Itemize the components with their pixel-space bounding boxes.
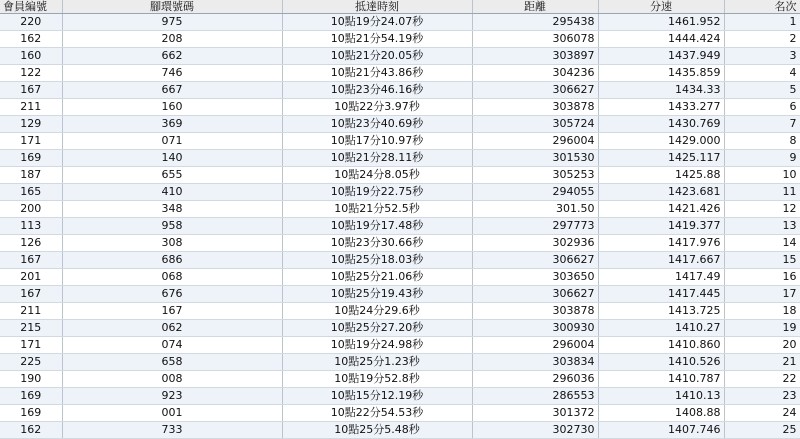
table-row[interactable] <box>0 133 800 150</box>
cell-arrival-time[interactable]: 10點19分52.8秒 <box>282 371 472 388</box>
cell-speed[interactable]: 1413.725 <box>598 303 724 320</box>
cell-member[interactable]: 126 <box>0 235 62 252</box>
cell-distance[interactable]: 303897 <box>472 48 598 65</box>
cell-speed[interactable]: 1417.667 <box>598 252 724 269</box>
cell-distance[interactable]: 302936 <box>472 235 598 252</box>
cell-member[interactable]: 211 <box>0 99 62 116</box>
cell-rank[interactable]: 1 <box>724 14 800 31</box>
cell-arrival-time[interactable]: 10點25分27.20秒 <box>282 320 472 337</box>
cell-distance[interactable]: 303834 <box>472 354 598 371</box>
cell-member[interactable]: 187 <box>0 167 62 184</box>
table-row[interactable] <box>0 320 800 337</box>
cell-member[interactable]: 190 <box>0 371 62 388</box>
cell-speed[interactable]: 1425.117 <box>598 150 724 167</box>
cell-distance[interactable]: 294055 <box>472 184 598 201</box>
cell-ring[interactable]: 160 <box>62 99 282 116</box>
cell-arrival-time[interactable]: 10點17分10.97秒 <box>282 133 472 150</box>
cell-distance[interactable]: 301.50 <box>472 201 598 218</box>
cell-member[interactable]: 220 <box>0 14 62 31</box>
cell-arrival-time[interactable]: 10點23分46.16秒 <box>282 82 472 99</box>
cell-distance[interactable]: 306627 <box>472 82 598 99</box>
cell-member[interactable]: 225 <box>0 354 62 371</box>
cell-rank[interactable]: 17 <box>724 286 800 303</box>
cell-ring[interactable]: 923 <box>62 388 282 405</box>
cell-ring[interactable]: 348 <box>62 201 282 218</box>
cell-rank[interactable]: 8 <box>724 133 800 150</box>
cell-rank[interactable]: 15 <box>724 252 800 269</box>
cell-rank[interactable]: 23 <box>724 388 800 405</box>
cell-ring[interactable]: 975 <box>62 14 282 31</box>
cell-member[interactable]: 122 <box>0 65 62 82</box>
column-header-member[interactable]: 會員編號 <box>0 0 62 14</box>
cell-member[interactable]: 215 <box>0 320 62 337</box>
cell-speed[interactable]: 1435.859 <box>598 65 724 82</box>
cell-arrival-time[interactable]: 10點23分30.66秒 <box>282 235 472 252</box>
cell-arrival-time[interactable]: 10點24分29.6秒 <box>282 303 472 320</box>
cell-ring[interactable]: 658 <box>62 354 282 371</box>
cell-ring[interactable]: 410 <box>62 184 282 201</box>
cell-ring[interactable]: 140 <box>62 150 282 167</box>
table-row[interactable] <box>0 252 800 269</box>
cell-arrival-time[interactable]: 10點19分17.48秒 <box>282 218 472 235</box>
table-row[interactable] <box>0 184 800 201</box>
cell-distance[interactable]: 295438 <box>472 14 598 31</box>
cell-distance[interactable]: 301530 <box>472 150 598 167</box>
table-row[interactable] <box>0 303 800 320</box>
cell-speed[interactable]: 1437.949 <box>598 48 724 65</box>
cell-speed[interactable]: 1410.27 <box>598 320 724 337</box>
cell-member[interactable]: 211 <box>0 303 62 320</box>
cell-arrival-time[interactable]: 10點22分54.53秒 <box>282 405 472 422</box>
cell-arrival-time[interactable]: 10點25分1.23秒 <box>282 354 472 371</box>
table-row[interactable] <box>0 269 800 286</box>
cell-rank[interactable]: 2 <box>724 31 800 48</box>
cell-rank[interactable]: 25 <box>724 422 800 439</box>
table-row[interactable] <box>0 354 800 371</box>
cell-distance[interactable]: 305724 <box>472 116 598 133</box>
table-row[interactable] <box>0 14 800 31</box>
cell-distance[interactable]: 297773 <box>472 218 598 235</box>
cell-distance[interactable]: 306627 <box>472 286 598 303</box>
cell-arrival-time[interactable]: 10點21分20.05秒 <box>282 48 472 65</box>
table-row[interactable] <box>0 337 800 354</box>
cell-ring[interactable]: 001 <box>62 405 282 422</box>
cell-member[interactable]: 167 <box>0 82 62 99</box>
cell-speed[interactable]: 1434.33 <box>598 82 724 99</box>
cell-distance[interactable]: 306627 <box>472 252 598 269</box>
cell-speed[interactable]: 1430.769 <box>598 116 724 133</box>
cell-arrival-time[interactable]: 10點19分24.98秒 <box>282 337 472 354</box>
cell-speed[interactable]: 1444.424 <box>598 31 724 48</box>
column-header-ring[interactable]: 腳環號碼 <box>62 0 282 14</box>
cell-ring[interactable]: 369 <box>62 116 282 133</box>
table-row[interactable] <box>0 167 800 184</box>
cell-member[interactable]: 167 <box>0 286 62 303</box>
cell-arrival-time[interactable]: 10點19分22.75秒 <box>282 184 472 201</box>
cell-ring[interactable]: 733 <box>62 422 282 439</box>
cell-rank[interactable]: 16 <box>724 269 800 286</box>
cell-arrival-time[interactable]: 10點15分12.19秒 <box>282 388 472 405</box>
column-header-speed[interactable]: 分速 <box>598 0 724 14</box>
cell-rank[interactable]: 10 <box>724 167 800 184</box>
cell-speed[interactable]: 1419.377 <box>598 218 724 235</box>
cell-arrival-time[interactable]: 10點25分19.43秒 <box>282 286 472 303</box>
cell-speed[interactable]: 1407.746 <box>598 422 724 439</box>
cell-ring[interactable]: 167 <box>62 303 282 320</box>
table-row[interactable] <box>0 235 800 252</box>
cell-ring[interactable]: 662 <box>62 48 282 65</box>
cell-arrival-time[interactable]: 10點25分5.48秒 <box>282 422 472 439</box>
cell-speed[interactable]: 1417.49 <box>598 269 724 286</box>
column-header-arrival[interactable]: 抵達時刻 <box>282 0 472 14</box>
cell-speed[interactable]: 1429.000 <box>598 133 724 150</box>
cell-member[interactable]: 167 <box>0 252 62 269</box>
cell-distance[interactable]: 296004 <box>472 337 598 354</box>
column-header-rank[interactable]: 名次 <box>724 0 800 14</box>
cell-speed[interactable]: 1423.681 <box>598 184 724 201</box>
cell-rank[interactable]: 24 <box>724 405 800 422</box>
column-header-distance[interactable]: 距離 <box>472 0 598 14</box>
cell-member[interactable]: 113 <box>0 218 62 235</box>
cell-rank[interactable]: 20 <box>724 337 800 354</box>
cell-ring[interactable]: 068 <box>62 269 282 286</box>
cell-rank[interactable]: 11 <box>724 184 800 201</box>
cell-ring[interactable]: 308 <box>62 235 282 252</box>
cell-member[interactable]: 129 <box>0 116 62 133</box>
cell-member[interactable]: 165 <box>0 184 62 201</box>
cell-arrival-time[interactable]: 10點21分52.5秒 <box>282 201 472 218</box>
cell-arrival-time[interactable]: 10點23分40.69秒 <box>282 116 472 133</box>
cell-rank[interactable]: 21 <box>724 354 800 371</box>
cell-speed[interactable]: 1433.277 <box>598 99 724 116</box>
cell-arrival-time[interactable]: 10點24分8.05秒 <box>282 167 472 184</box>
cell-distance[interactable]: 302730 <box>472 422 598 439</box>
cell-rank[interactable]: 12 <box>724 201 800 218</box>
cell-distance[interactable]: 303878 <box>472 303 598 320</box>
cell-member[interactable]: 201 <box>0 269 62 286</box>
table-row[interactable] <box>0 405 800 422</box>
cell-member[interactable]: 200 <box>0 201 62 218</box>
table-row[interactable] <box>0 388 800 405</box>
table-row[interactable] <box>0 31 800 48</box>
cell-arrival-time[interactable]: 10點25分21.06秒 <box>282 269 472 286</box>
table-row[interactable] <box>0 286 800 303</box>
table-row[interactable] <box>0 150 800 167</box>
cell-rank[interactable]: 6 <box>724 99 800 116</box>
cell-ring[interactable]: 958 <box>62 218 282 235</box>
cell-distance[interactable]: 296036 <box>472 371 598 388</box>
cell-member[interactable]: 169 <box>0 150 62 167</box>
cell-rank[interactable]: 13 <box>724 218 800 235</box>
cell-distance[interactable]: 286553 <box>472 388 598 405</box>
cell-rank[interactable]: 5 <box>724 82 800 99</box>
cell-distance[interactable]: 306078 <box>472 31 598 48</box>
cell-speed[interactable]: 1410.860 <box>598 337 724 354</box>
table-row[interactable] <box>0 371 800 388</box>
cell-ring[interactable]: 686 <box>62 252 282 269</box>
cell-distance[interactable]: 303650 <box>472 269 598 286</box>
cell-speed[interactable]: 1410.526 <box>598 354 724 371</box>
cell-arrival-time[interactable]: 10點21分28.11秒 <box>282 150 472 167</box>
cell-rank[interactable]: 22 <box>724 371 800 388</box>
cell-member[interactable]: 162 <box>0 31 62 48</box>
cell-ring[interactable]: 746 <box>62 65 282 82</box>
cell-rank[interactable]: 7 <box>724 116 800 133</box>
cell-member[interactable]: 160 <box>0 48 62 65</box>
cell-ring[interactable]: 062 <box>62 320 282 337</box>
cell-distance[interactable]: 304236 <box>472 65 598 82</box>
cell-rank[interactable]: 4 <box>724 65 800 82</box>
cell-speed[interactable]: 1425.88 <box>598 167 724 184</box>
cell-ring[interactable]: 667 <box>62 82 282 99</box>
cell-rank[interactable]: 9 <box>724 150 800 167</box>
cell-distance[interactable]: 300930 <box>472 320 598 337</box>
cell-speed[interactable]: 1408.88 <box>598 405 724 422</box>
cell-member[interactable]: 169 <box>0 388 62 405</box>
cell-ring[interactable]: 071 <box>62 133 282 150</box>
cell-rank[interactable]: 3 <box>724 48 800 65</box>
cell-ring[interactable]: 676 <box>62 286 282 303</box>
cell-rank[interactable]: 18 <box>724 303 800 320</box>
header-row <box>0 0 800 14</box>
cell-member[interactable]: 162 <box>0 422 62 439</box>
table-row[interactable] <box>0 422 800 439</box>
table-row[interactable] <box>0 116 800 133</box>
table-row[interactable] <box>0 201 800 218</box>
cell-speed[interactable]: 1461.952 <box>598 14 724 31</box>
cell-speed[interactable]: 1421.426 <box>598 201 724 218</box>
cell-member[interactable]: 171 <box>0 133 62 150</box>
cell-ring[interactable]: 208 <box>62 31 282 48</box>
cell-speed[interactable]: 1410.13 <box>598 388 724 405</box>
cell-rank[interactable]: 14 <box>724 235 800 252</box>
cell-arrival-time[interactable]: 10點21分54.19秒 <box>282 31 472 48</box>
table-row[interactable] <box>0 48 800 65</box>
cell-arrival-time[interactable]: 10點21分43.86秒 <box>282 65 472 82</box>
cell-member[interactable]: 169 <box>0 405 62 422</box>
table-row[interactable] <box>0 99 800 116</box>
cell-member[interactable]: 171 <box>0 337 62 354</box>
cell-arrival-time[interactable]: 10點19分24.07秒 <box>282 14 472 31</box>
cell-speed[interactable]: 1410.787 <box>598 371 724 388</box>
cell-arrival-time[interactable]: 10點25分18.03秒 <box>282 252 472 269</box>
cell-distance[interactable]: 296004 <box>472 133 598 150</box>
cell-ring[interactable]: 008 <box>62 371 282 388</box>
cell-arrival-time[interactable]: 10點22分3.97秒 <box>282 99 472 116</box>
table-row[interactable] <box>0 65 800 82</box>
cell-rank[interactable]: 19 <box>724 320 800 337</box>
table-row[interactable] <box>0 218 800 235</box>
cell-speed[interactable]: 1417.445 <box>598 286 724 303</box>
cell-distance[interactable]: 303878 <box>472 99 598 116</box>
cell-ring[interactable]: 074 <box>62 337 282 354</box>
cell-distance[interactable]: 305253 <box>472 167 598 184</box>
cell-distance[interactable]: 301372 <box>472 405 598 422</box>
table-row[interactable] <box>0 82 800 99</box>
cell-ring[interactable]: 655 <box>62 167 282 184</box>
cell-speed[interactable]: 1417.976 <box>598 235 724 252</box>
